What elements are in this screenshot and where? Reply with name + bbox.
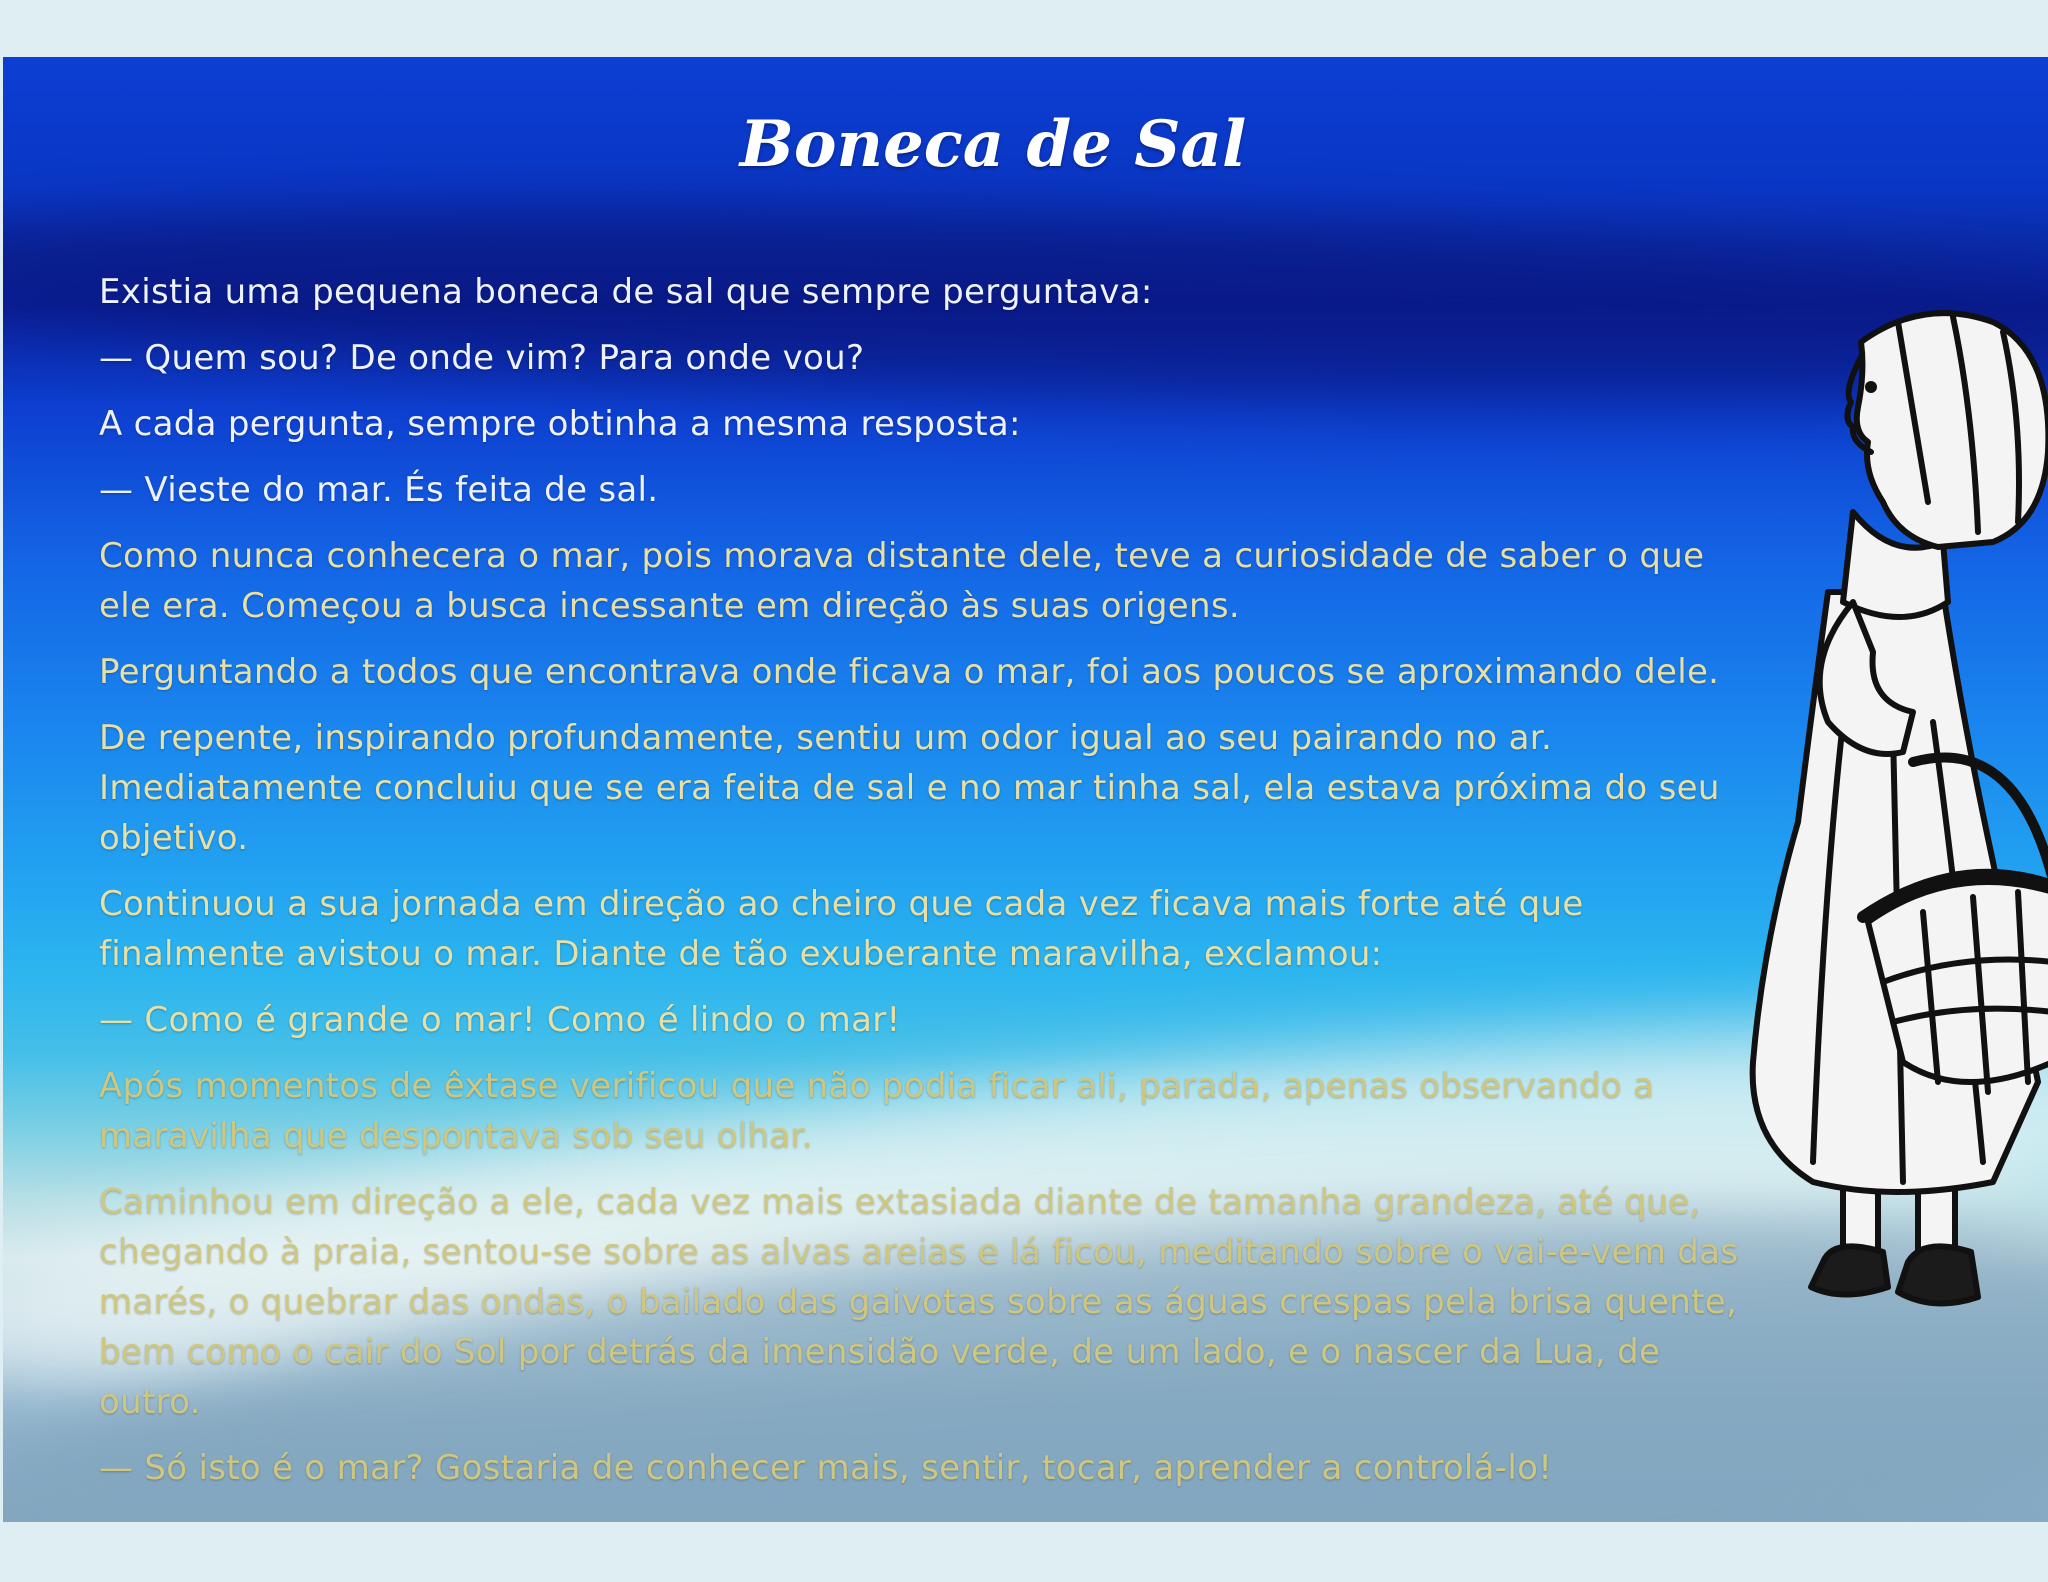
story-paragraph: Existia uma pequena boneca de sal que sempre perguntava: (99, 272, 1153, 312)
story-paragraph: Como nunca conhecera o mar, pois morava distante dele, teve a curiosidade de saber o que ele era. Começou a busca incessante em direção às suas origens. (99, 536, 1705, 626)
story-paragraph: — Só isto é o mar? Gostaria de conhecer mais, sentir, tocar, aprender a controlá-lo! (99, 1448, 1553, 1488)
story-paragraph: De repente, inspirando profundamente, sentiu um odor igual ao seu pairando no ar. Imediatamente concluiu que se era feita de sal e no mar tinha sal, ela estava próxima do seu objetivo. (99, 718, 1720, 858)
story-paragraph: Caminhou em direção a ele, cada vez mais extasiada diante de tamanha grandeza, até que, chegando à praia, sentou-se sobre as alvas areias e lá ficou, meditando sobre o vai-e-vem das marés, o quebrar das ondas, o bailado das gaivotas sobre as águas crespas pela brisa quente, bem como o cair do Sol por detrás da imensidão verde, de um lado, e o nascer da Lua, de outro. (99, 1182, 1739, 1422)
girl-with-basket-icon (1693, 302, 2048, 1402)
story-paragraph: Continuou a sua jornada em direção ao cheiro que cada vez ficava mais forte até que finalmente avistou o mar. Diante de tão exuberante maravilha, exclamou: (99, 884, 1584, 974)
page-title: Boneca de Sal (739, 107, 1247, 182)
slide (3, 57, 2048, 1522)
story-paragraph: — Quem sou? De onde vim? Para onde vou? (99, 338, 865, 378)
story-paragraph: — Como é grande o mar! Como é lindo o mar! (99, 1000, 901, 1040)
story-paragraph: Perguntando a todos que encontrava onde ficava o mar, foi aos poucos se aproximando dele. (99, 652, 1720, 692)
story-paragraph: Após momentos de êxtase verificou que não podia ficar ali, parada, apenas observando a maravilha que despontava sob seu olhar. (99, 1066, 1655, 1156)
story-paragraph: — Vieste do mar. És feita de sal. (99, 470, 659, 510)
story-paragraph: A cada pergunta, sempre obtinha a mesma resposta: (99, 404, 1021, 444)
story-text (99, 267, 1739, 1509)
